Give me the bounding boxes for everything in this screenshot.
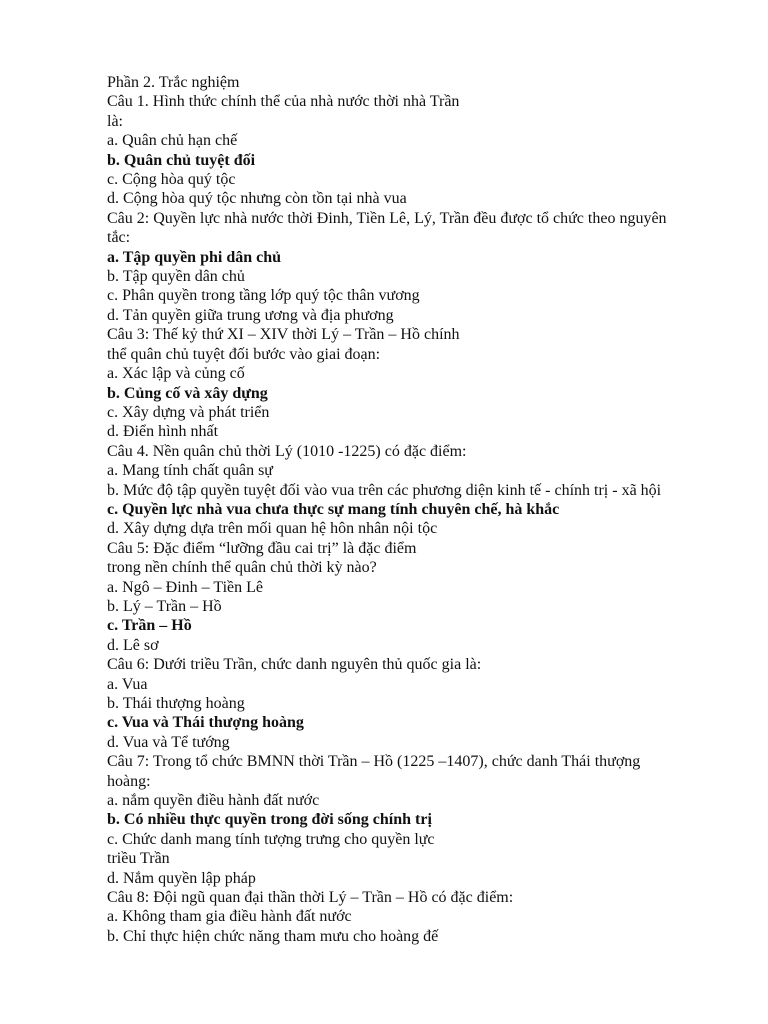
answer-option: b. Tập quyền dân chủ xyxy=(107,268,245,286)
section-title: Phần 2. Trắc nghiệm xyxy=(107,74,240,91)
question-stem: là: xyxy=(107,112,123,130)
answer-option-correct: c. Vua và Thái thượng hoàng xyxy=(107,714,304,732)
answer-option-correct: b. Có nhiều thực quyền trong đời sống chính trị xyxy=(107,811,432,829)
question-stem: Câu 6: Dưới triều Trần, chức danh nguyên thủ quốc gia là: xyxy=(107,656,482,674)
question-block xyxy=(107,888,707,946)
answer-option-correct: c. Trần – Hồ xyxy=(107,617,192,635)
answer-option: a. Mang tính chất quân sự xyxy=(107,462,273,480)
document-page xyxy=(107,73,707,946)
answer-option: b. Lý – Trần – Hồ xyxy=(107,597,222,615)
answer-option: d. Xây dựng dựa trên mối quan hệ hôn nhân nội tộc xyxy=(107,520,438,538)
answer-option: a. Ngô – Đinh – Tiền Lê xyxy=(107,578,263,596)
answer-option: d. Điển hình nhất xyxy=(107,423,219,441)
question-stem: Câu 4. Nền quân chủ thời Lý (1010 -1225) có đặc điểm: xyxy=(107,442,467,460)
question-stem: tắc: xyxy=(107,229,131,247)
answer-option: c. Xây dựng và phát triển xyxy=(107,403,270,421)
question-stem: Câu 1. Hình thức chính thể của nhà nước thời nhà Trần xyxy=(107,93,460,111)
question-stem: Câu 5: Đặc điểm “lưỡng đầu cai trị” là đặc điểm xyxy=(107,539,417,557)
answer-option: b. Mức độ tập quyền tuyệt đối vào vua trên các phương diện kinh tế - chính trị - xã hội xyxy=(107,481,662,499)
question-block xyxy=(107,92,707,208)
answer-option: d. Tản quyền giữa trung ương và địa phương xyxy=(107,306,394,324)
question-stem: trong nền chính thể quân chủ thời kỳ nào? xyxy=(107,559,377,577)
answer-option: b. Thái thượng hoàng xyxy=(107,695,245,712)
question-block xyxy=(107,325,707,441)
answer-option: d. Cộng hòa quý tộc nhưng còn tồn tại nhà vua xyxy=(107,190,407,208)
answer-option-correct: b. Củng cố và xây dựng xyxy=(107,384,268,402)
answer-option: a. Vua xyxy=(107,675,148,693)
question-block xyxy=(107,442,707,539)
answer-option: c. Phân quyền trong tầng lớp quý tộc thân vương xyxy=(107,287,420,305)
question-block xyxy=(107,752,707,888)
answer-option: a. nắm quyền điều hành đất nước xyxy=(107,792,320,810)
answer-option: a. Xác lập và củng cố xyxy=(107,365,245,383)
question-stem: thể quân chủ tuyệt đối bước vào giai đoạn: xyxy=(107,345,381,363)
answer-option-correct: b. Quân chủ tuyệt đối xyxy=(107,151,256,169)
answer-option: a. Quân chủ hạn chế xyxy=(107,132,238,150)
question-stem: Câu 3: Thế kỷ thứ XI – XIV thời Lý – Trần – Hồ chính xyxy=(107,326,460,344)
question-stem: Câu 8: Đội ngũ quan đại thần thời Lý – Trần – Hồ có đặc điểm: xyxy=(107,889,514,907)
question-stem: Câu 7: Trong tổ chức BMNN thời Trần – Hồ (1225 –1407), chức danh Thái thượng xyxy=(107,753,641,771)
answer-option: d. Vua và Tể tướng xyxy=(107,733,230,751)
answer-option-correct: c. Quyền lực nhà vua chưa thực sự mang tính chuyên chế, hà khắc xyxy=(107,500,560,518)
answer-option: d. Nắm quyền lập pháp xyxy=(107,869,256,887)
question-block xyxy=(107,655,707,752)
answer-option: c. Cộng hòa quý tộc xyxy=(107,171,236,189)
question-stem: hoàng: xyxy=(107,772,151,790)
question-list xyxy=(107,92,707,946)
answer-option: a. Không tham gia điều hành đất nước xyxy=(107,908,352,926)
question-block xyxy=(107,209,707,325)
question-stem: Câu 2: Quyền lực nhà nước thời Đinh, Tiền Lê, Lý, Trần đều được tổ chức theo nguyên xyxy=(107,209,667,227)
answer-option: b. Chỉ thực hiện chức năng tham mưu cho hoàng đế xyxy=(107,927,439,945)
answer-option: d. Lê sơ xyxy=(107,636,159,654)
answer-option: c. Chức danh mang tính tượng trưng cho quyền lực triều Trần xyxy=(107,830,435,868)
answer-option-correct: a. Tập quyền phi dân chủ xyxy=(107,248,282,266)
question-block xyxy=(107,539,707,655)
